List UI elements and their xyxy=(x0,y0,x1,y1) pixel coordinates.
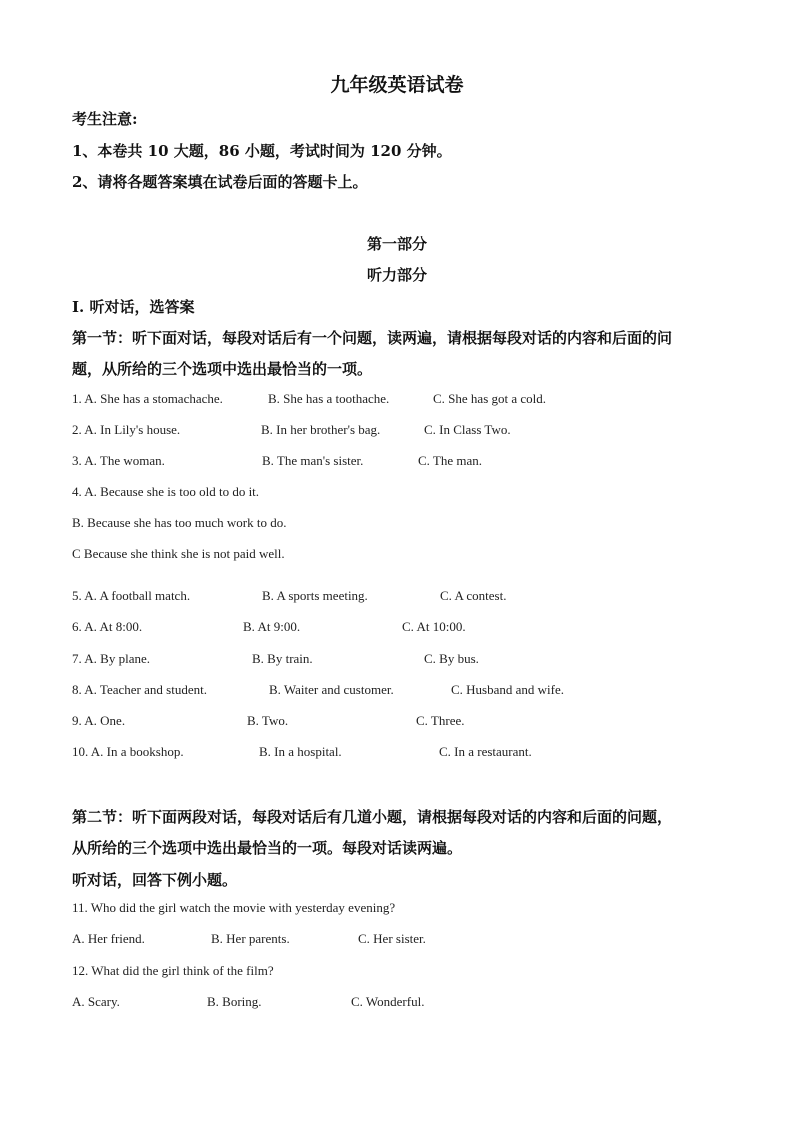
option-c: C Because she think she is not paid well. xyxy=(72,546,285,561)
option-a: 8. A. Teacher and student. xyxy=(72,682,207,697)
option-b: B. Waiter and customer. xyxy=(269,682,394,697)
question-11-stem: 11. Who did the girl watch the movie with yesterday evening? xyxy=(72,900,396,915)
option-b: B. At 9:00. xyxy=(243,619,301,634)
option-c: C. She has got a cold. xyxy=(433,391,547,406)
option-c: C. By bus. xyxy=(424,651,479,666)
option-b: B. In her brother's bag. xyxy=(261,422,381,437)
section1-instruction-line2: 题，从所给的三个选项中选出最恰当的一项。 xyxy=(72,360,373,378)
exam-title: 九年级英语试卷 xyxy=(330,74,464,96)
option-a: 5. A. A football match. xyxy=(72,588,191,603)
option-b: B. A sports meeting. xyxy=(262,588,368,603)
section2-instruction-line2: 从所给的三个选项中选出最恰当的一项。每段对话读两遍。 xyxy=(72,839,463,857)
option-a: 7. A. By plane. xyxy=(72,651,150,666)
section2-heading: 听对话，回答下例小题。 xyxy=(72,871,238,889)
section1-heading: I. 听对话，选答案 xyxy=(72,298,195,316)
option-a: 2. A. In Lily's house. xyxy=(72,422,181,437)
option-c: C. Her sister. xyxy=(358,931,426,946)
option-a: 1. A. She has a stomachache. xyxy=(72,391,223,406)
option-b: B. The man's sister. xyxy=(262,453,364,468)
option-b: B. By train. xyxy=(252,651,313,666)
option-b: B. She has a toothache. xyxy=(268,391,390,406)
notice-item-1: 1、本卷共 10 大题，86 小题，考试时间为 120 分钟。 xyxy=(72,142,452,160)
option-c: C. The man. xyxy=(418,453,483,468)
option-b: B. Because she has too much work to do. xyxy=(72,515,287,530)
option-b: B. In a hospital. xyxy=(259,744,342,759)
option-c: C. In Class Two. xyxy=(424,422,511,437)
option-c: C. A contest. xyxy=(440,588,507,603)
option-c: C. Wonderful. xyxy=(351,994,425,1009)
notice-item-2: 2、请将各题答案填在试卷后面的答题卡上。 xyxy=(72,173,368,191)
option-a: 3. A. The woman. xyxy=(72,453,165,468)
option-b: B. Boring. xyxy=(207,994,262,1009)
option-c: C. Three. xyxy=(416,713,465,728)
notice-heading: 考生注意: xyxy=(72,110,138,128)
part-name: 第一部分 xyxy=(366,235,427,253)
option-c: C. At 10:00. xyxy=(402,619,466,634)
part-subtitle: 听力部分 xyxy=(366,266,427,284)
option-a: 6. A. At 8:00. xyxy=(72,619,143,634)
option-c: C. Husband and wife. xyxy=(451,682,565,697)
question-12-stem: 12. What did the girl think of the film? xyxy=(72,963,274,978)
option-a: 10. A. In a bookshop. xyxy=(72,744,184,759)
section2-instruction-line1: 第二节：听下面两段对话，每段对话后有几道小题，请根据每段对话的内容和后面的问题， xyxy=(72,808,673,826)
option-a: 9. A. One. xyxy=(72,713,126,728)
option-b: B. Two. xyxy=(247,713,289,728)
option-a: A. Her friend. xyxy=(72,931,145,946)
option-a: A. Scary. xyxy=(72,994,120,1009)
option-c: C. In a restaurant. xyxy=(439,744,532,759)
option-b: B. Her parents. xyxy=(211,931,290,946)
option-a: 4. A. Because she is too old to do it. xyxy=(72,484,260,499)
section1-instruction-line1: 第一节：听下面对话，每段对话后有一个问题，读两遍，请根据每段对话的内容和后面的问 xyxy=(72,329,673,347)
